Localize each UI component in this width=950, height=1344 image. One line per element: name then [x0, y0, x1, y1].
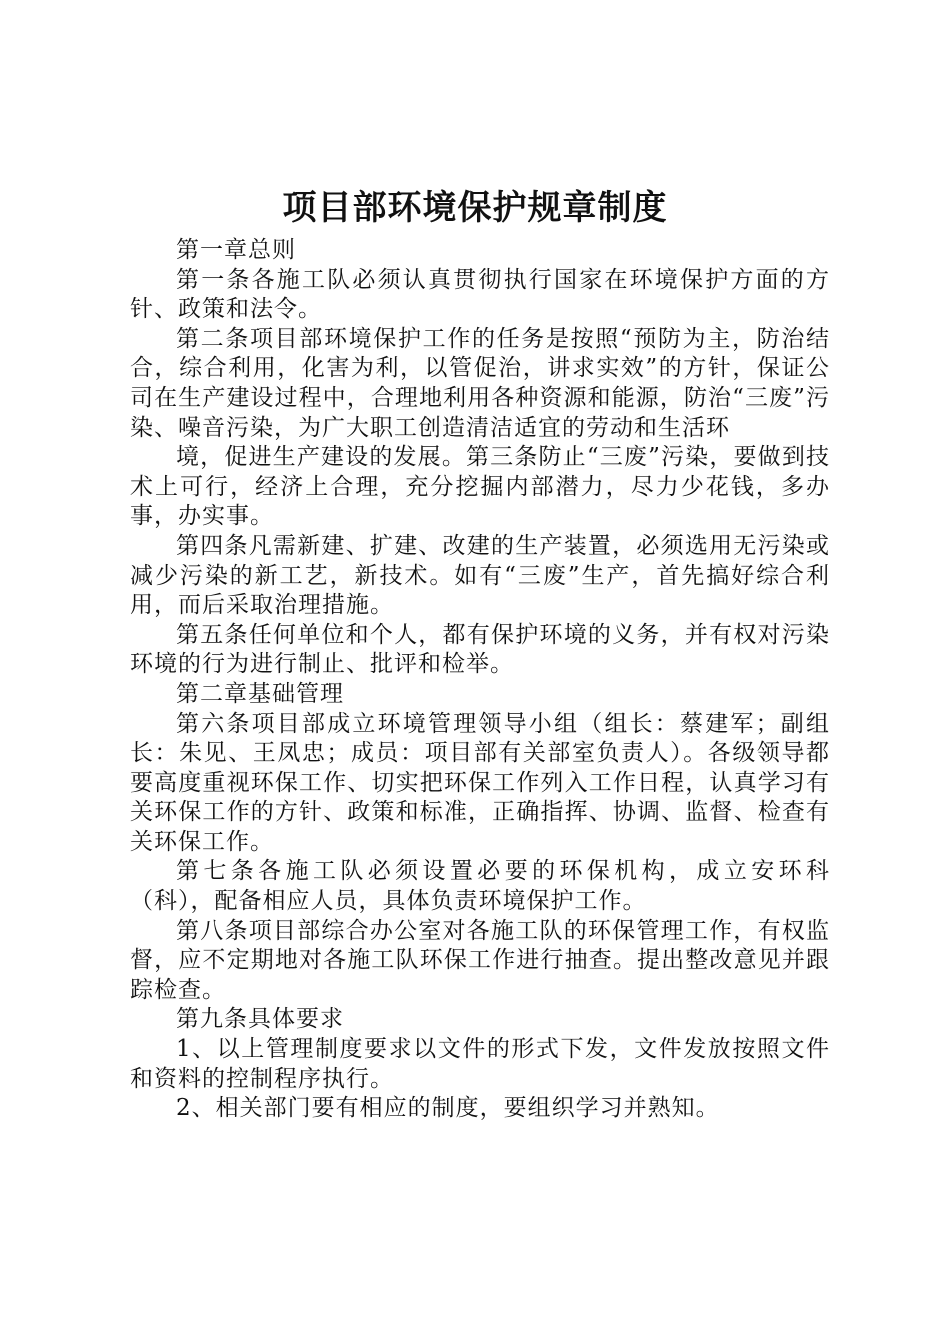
chapter-heading-2: 第二章基础管理 [176, 680, 344, 707]
page-title: 项目部环境保护规章制度 [282, 188, 668, 228]
article-2: 第二条项目部环境保护工作的任务是按照“预防为主，防治结合，综合利用，化害为利，以管促治，讲求实效”的方针，保证公司在生产建设过程中，合理地利用各种资源和能源，防治“三废”污染、噪音污染，为广大职工创造清洁适宜的劳动和生活环 [130, 325, 830, 441]
article-7: 第七条各施工队必须设置必要的环保机构，成立安环科（科），配备相应人员，具体负责环境保护工作。 [130, 858, 830, 915]
article-5: 第五条任何单位和个人，都有保护环境的义务，并有权对污染环境的行为进行制止、批评和检举。 [130, 621, 830, 678]
article-2-continued-article-3: 境，促进生产建设的发展。第三条防止“三废”污染，要做到技术上可行，经济上合理，充分挖掘内部潜力，尽力少花钱，多办事，办实事。 [130, 444, 830, 530]
article-8: 第八条项目部综合办公室对各施工队的环保管理工作，有权监督，应不定期地对各施工队环保工作进行抽查。提出整改意见并跟踪检查。 [130, 917, 830, 1003]
requirement-item-1: 1、以上管理制度要求以文件的形式下发，文件发放按照文件和资料的控制程序执行。 [130, 1036, 830, 1092]
chapter-heading-1: 第一章总则 [176, 237, 296, 263]
requirement-item-2: 2、相关部门要有相应的制度，要组织学习并熟知。 [176, 1095, 720, 1122]
article-1: 第一条各施工队必须认真贯彻执行国家在环境保护方面的方针、政策和法令。 [130, 266, 830, 323]
article-4: 第四条凡需新建、扩建、改建的生产装置，必须选用无污染或减少污染的新工艺，新技术。如有“三废”生产，首先搞好综合利用，而后采取治理措施。 [130, 532, 830, 619]
article-9-heading: 第九条具体要求 [176, 1006, 344, 1033]
document-body [130, 236, 830, 1124]
article-6: 第六条项目部成立环境管理领导小组（组长：蔡建军；副组长：朱见、王凤忠；成员：项目部有关部室负责人）。各级领导都要高度重视环保工作、切实把环保工作列入工作日程，认真学习有关环保工作的方针、政策和标准，正确指挥、协调、监督、检查有关环保工作。 [130, 710, 830, 855]
